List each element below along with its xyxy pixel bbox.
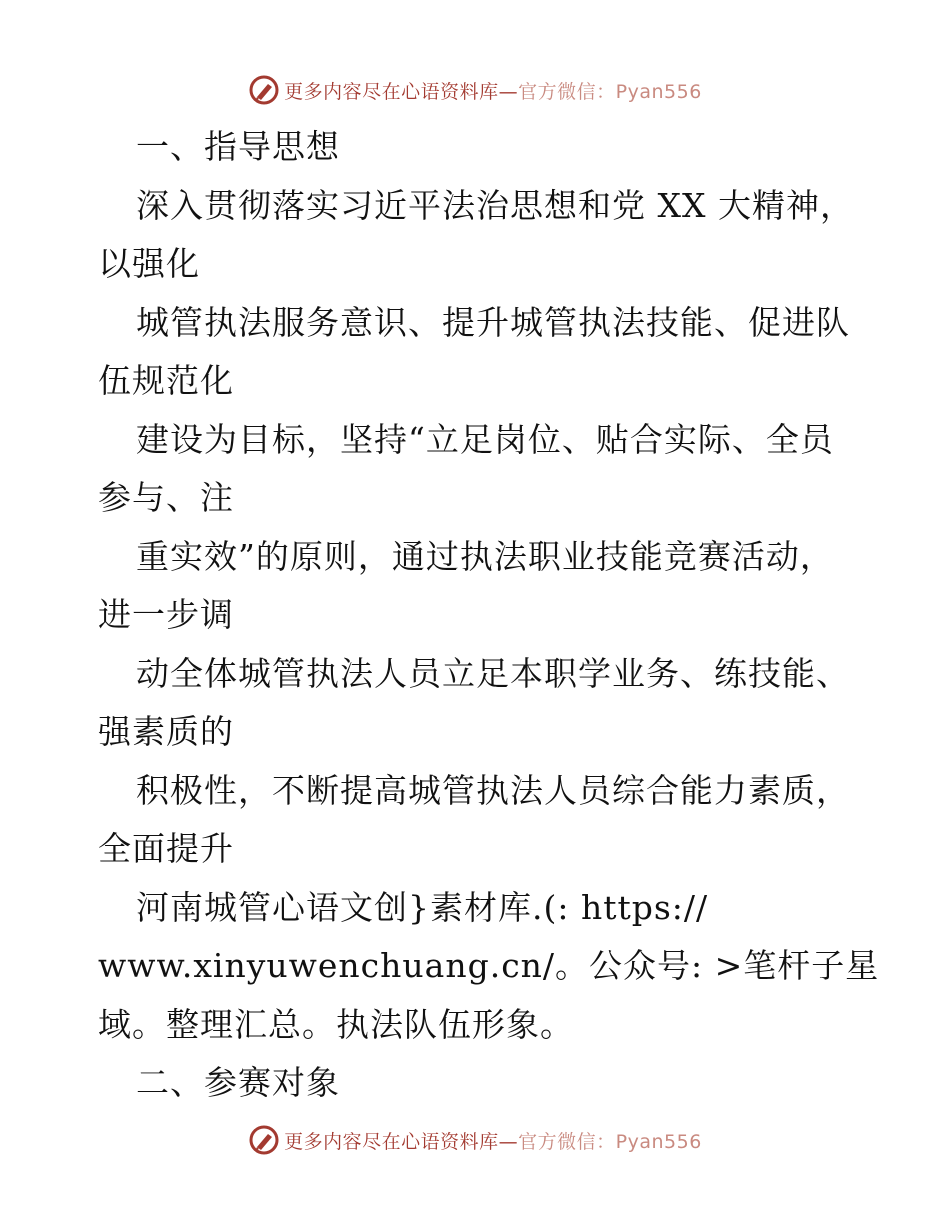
- paragraph-line: 城管执法服务意识、提升城管执法技能、促进队: [136, 302, 850, 342]
- paragraph-line: 重实效”的原则，通过执法职业技能竞赛活动，: [136, 536, 834, 576]
- heading-guiding-thought: 一、指导思想: [136, 127, 340, 166]
- pen-logo-icon: [248, 1124, 280, 1156]
- paragraph-line: 参与、注: [98, 478, 234, 517]
- pen-logo-icon: [248, 74, 280, 106]
- header-banner: [0, 70, 950, 110]
- paragraph-line: 全面提升: [98, 829, 234, 868]
- footer-banner: [0, 1120, 950, 1160]
- heading-participants: 二、参赛对象: [136, 1063, 340, 1102]
- banner-text: 更多内容尽在心语资料库—官方微信：Pyan556: [284, 80, 702, 103]
- paragraph-line: 建设为目标，坚持“立足岗位、贴合实际、全员: [136, 419, 834, 459]
- paragraph-line: 深入贯彻落实习近平法治思想和党 XX 大精神，: [136, 185, 854, 225]
- paragraph-line: 动全体城管执法人员立足本职学业务、练技能、: [136, 653, 850, 693]
- banner-text: 更多内容尽在心语资料库—官方微信：Pyan556: [284, 1130, 702, 1153]
- banner-wechat: 官方微信：Pyan556: [518, 1130, 702, 1153]
- paragraph-line: 河南城管心语文创}素材库.(: https://: [136, 887, 709, 927]
- document-body: [98, 118, 880, 1113]
- paragraph-line: 积极性，不断提高城管执法人员综合能力素质，: [136, 770, 850, 810]
- paragraph-line: 伍规范化: [98, 361, 234, 400]
- banner-wechat: 官方微信：Pyan556: [518, 80, 702, 103]
- paragraph-line: www.xinyuwenchuang.cn/。公众号: >笔杆子星: [98, 946, 880, 985]
- paragraph-line: 进一步调: [98, 595, 234, 634]
- paragraph-line: 强素质的: [98, 712, 234, 751]
- paragraph-line: 以强化: [98, 244, 200, 283]
- paragraph-line: 域。整理汇总。执法队伍形象。: [98, 1004, 574, 1044]
